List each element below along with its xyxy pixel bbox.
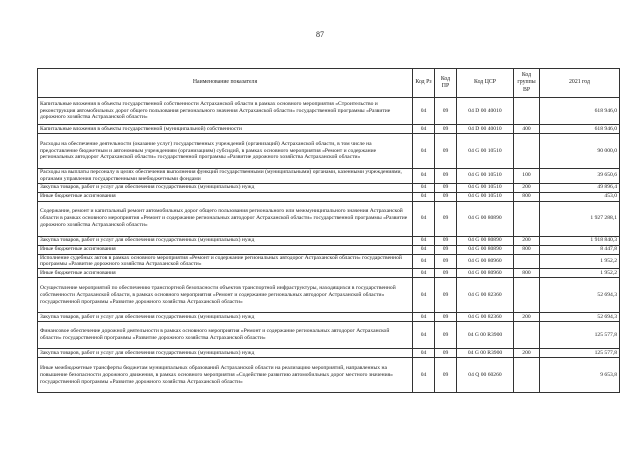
- row-vr: 200: [514, 183, 540, 192]
- row-rz: 04: [413, 134, 435, 169]
- row-amount: 125 577,8: [540, 349, 620, 358]
- row-pr: 09: [435, 236, 457, 245]
- row-rz: 04: [413, 278, 435, 313]
- page-number: 87: [316, 30, 324, 39]
- row-name: Содержание, ремонт и капитальный ремонт автомобильных дорог общего пользования регионального или межмуниципального значения Астраханской области в рамках основного мероприятия «Ремонт и содержание региональных автодорог Астраханской области» государственной программы «Развитие дорожного хозяйства Астраханской области»: [38, 201, 413, 236]
- row-csr: 04 G 00 10510: [457, 192, 514, 201]
- header-pr: Код ПР: [435, 69, 457, 98]
- row-amount: 453,0: [540, 192, 620, 201]
- row-amount: 90 000,0: [540, 134, 620, 169]
- row-vr: 200: [514, 236, 540, 245]
- row-vr: [514, 201, 540, 236]
- table-row: [38, 192, 620, 201]
- row-amount: 618 946,0: [540, 125, 620, 134]
- row-name: Закупка товаров, работ и услуг для обеспечения государственных (муниципальных) нужд: [38, 183, 413, 192]
- row-csr: 04 G 00 R3900: [457, 322, 514, 349]
- row-name: Исполнение судебных актов в рамках основного мероприятия «Ремонт и содержание региональных автодорог Астраханской области» государственной программы «Развитие дорожного хозяйства Астраханской области»: [38, 254, 413, 269]
- row-rz: 04: [413, 313, 435, 322]
- row-csr: 04 Q 00 60260: [457, 358, 514, 393]
- row-csr: 04 G 00 10510: [457, 169, 514, 184]
- header-csr: Код ЦСР: [457, 69, 514, 98]
- table-header-row: [38, 69, 620, 98]
- row-name: Иные бюджетные ассигнования: [38, 245, 413, 254]
- row-rz: 04: [413, 236, 435, 245]
- row-vr: 800: [514, 269, 540, 278]
- table-row: [38, 201, 620, 236]
- budget-table: [37, 68, 620, 393]
- row-rz: 04: [413, 192, 435, 201]
- table-row: [38, 349, 620, 358]
- row-pr: 09: [435, 98, 457, 125]
- row-vr: [514, 254, 540, 269]
- table-row: [38, 278, 620, 313]
- row-pr: 09: [435, 313, 457, 322]
- table-row: [38, 358, 620, 393]
- row-amount: 1 927 288,1: [540, 201, 620, 236]
- row-pr: 09: [435, 358, 457, 393]
- row-rz: 04: [413, 349, 435, 358]
- table-row: [38, 98, 620, 125]
- row-amount: 39 650,6: [540, 169, 620, 184]
- row-rz: 04: [413, 254, 435, 269]
- row-name: Капитальные вложения в объекты государственной собственности Астраханской области в рамках основного мероприятия «Строительство и реконструкция автомобильных дорог общего пользования регионального значения Астраханской области» государственной программы «Развитие дорожного хозяйства Астраханской области»: [38, 98, 413, 125]
- row-vr: 800: [514, 192, 540, 201]
- row-amount: 125 577,8: [540, 322, 620, 349]
- row-vr: [514, 134, 540, 169]
- row-amount: 1 952,2: [540, 269, 620, 278]
- row-pr: 09: [435, 134, 457, 169]
- row-pr: 09: [435, 349, 457, 358]
- row-csr: 04 D 00 40010: [457, 125, 514, 134]
- row-rz: 04: [413, 245, 435, 254]
- table-row: [38, 245, 620, 254]
- row-rz: 04: [413, 269, 435, 278]
- row-name: Осуществление мероприятий по обеспечению транспортной безопасности объектов транспортной инфраструктуры, находящихся в государственной собственности Астраханской области, в рамках основного мероприятия «Ремонт и содержание региональных автодорог Астраханской области» государственной программы «Развитие дорожного хозяйства Астраханской области»: [38, 278, 413, 313]
- row-rz: 04: [413, 322, 435, 349]
- row-pr: 09: [435, 245, 457, 254]
- row-pr: 09: [435, 183, 457, 192]
- row-csr: 04 G 00 82360: [457, 278, 514, 313]
- row-name: Расходы на обеспечение деятельности (оказание услуг) государственных учреждений (организаций) Астраханской области, в том числе на предоставление бюджетным и автономным учреждениям (организациям) субсидий, в рамках основного мероприятия «Ремонт и содержание региональных автодорог Астраханской области» государственной программы «Развитие дорожного хозяйства Астраханской области»: [38, 134, 413, 169]
- row-vr: 100: [514, 169, 540, 184]
- table-row: [38, 254, 620, 269]
- row-pr: 09: [435, 201, 457, 236]
- row-vr: 200: [514, 349, 540, 358]
- row-amount: 52 694,3: [540, 278, 620, 313]
- row-name: Капитальные вложения в объекты государственной (муниципальной) собственности: [38, 125, 413, 134]
- row-vr: [514, 322, 540, 349]
- row-csr: 04 G 00 R3900: [457, 349, 514, 358]
- table-row: [38, 322, 620, 349]
- table-row: [38, 169, 620, 184]
- row-vr: 400: [514, 125, 540, 134]
- row-name: Закупка товаров, работ и услуг для обеспечения государственных (муниципальных) нужд: [38, 349, 413, 358]
- row-amount: 1 918 840,3: [540, 236, 620, 245]
- row-amount: 618 946,0: [540, 98, 620, 125]
- row-name: Финансовое обеспечение дорожной деятельности в рамках основного мероприятия «Ремонт и содержание региональных автодорог Астраханской области» государственной программы «Развитие дорожного хозяйства Астраханской области»: [38, 322, 413, 349]
- row-pr: 09: [435, 169, 457, 184]
- row-csr: 04 G 00 82360: [457, 313, 514, 322]
- row-vr: [514, 98, 540, 125]
- row-pr: 09: [435, 125, 457, 134]
- row-name: Иные бюджетные ассигнования: [38, 192, 413, 201]
- row-amount: 9 653,8: [540, 358, 620, 393]
- header-name: Наименование показателя: [38, 69, 413, 98]
- row-csr: 04 D 00 40010: [457, 98, 514, 125]
- row-vr: 800: [514, 245, 540, 254]
- header-rz: Код Рз: [413, 69, 435, 98]
- row-vr: [514, 278, 540, 313]
- row-amount: 8 447,8: [540, 245, 620, 254]
- row-pr: 09: [435, 192, 457, 201]
- row-name: Закупка товаров, работ и услуг для обеспечения государственных (муниципальных) нужд: [38, 313, 413, 322]
- header-year: 2021 год: [540, 69, 620, 98]
- row-name: Иные бюджетные ассигнования: [38, 269, 413, 278]
- row-rz: 04: [413, 201, 435, 236]
- row-pr: 09: [435, 254, 457, 269]
- row-pr: 09: [435, 269, 457, 278]
- table-row: [38, 313, 620, 322]
- row-pr: 09: [435, 322, 457, 349]
- row-name: Закупка товаров, работ и услуг для обеспечения государственных (муниципальных) нужд: [38, 236, 413, 245]
- row-rz: 04: [413, 125, 435, 134]
- row-rz: 04: [413, 358, 435, 393]
- row-rz: 04: [413, 183, 435, 192]
- row-pr: 09: [435, 278, 457, 313]
- row-csr: 04 G 00 80960: [457, 269, 514, 278]
- row-name: Иные межбюджетные трансферты бюджетам муниципальных образований Астраханской области на реализацию мероприятий, направленных на повышение безопасности дорожного движения, в рамках основного мероприятия «Содействие развитию автомобильных дорог местного значения» государственной программы «Развитие дорожного хозяйства Астраханской области»: [38, 358, 413, 393]
- table-row: [38, 134, 620, 169]
- row-csr: 04 G 00 80960: [457, 254, 514, 269]
- row-csr: 04 G 00 80890: [457, 245, 514, 254]
- table-row: [38, 125, 620, 134]
- row-amount: 52 694,3: [540, 313, 620, 322]
- table-row: [38, 269, 620, 278]
- table-row: [38, 183, 620, 192]
- header-vr: Код группы ВР: [514, 69, 540, 98]
- row-rz: 04: [413, 98, 435, 125]
- row-csr: 04 G 00 10510: [457, 134, 514, 169]
- row-csr: 04 G 00 10510: [457, 183, 514, 192]
- row-rz: 04: [413, 169, 435, 184]
- row-csr: 04 G 00 80890: [457, 201, 514, 236]
- row-csr: 04 G 00 80890: [457, 236, 514, 245]
- row-amount: 49 896,4: [540, 183, 620, 192]
- row-name: Расходы на выплаты персоналу в целях обеспечения выполнения функций государственными (муниципальными) органами, казенными учреждениями, органами управления государственными внебюджетными фондами: [38, 169, 413, 184]
- row-vr: [514, 358, 540, 393]
- row-vr: 200: [514, 313, 540, 322]
- table-row: [38, 236, 620, 245]
- row-amount: 1 952,2: [540, 254, 620, 269]
